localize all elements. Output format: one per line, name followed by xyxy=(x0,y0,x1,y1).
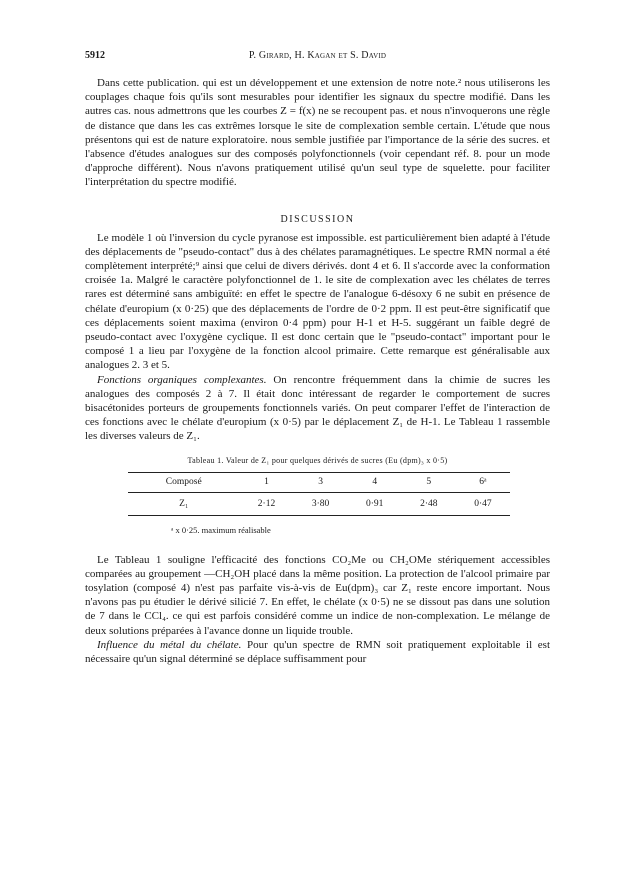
table-cell: 2·48 xyxy=(402,492,456,515)
running-authors: P. Girard, H. Kagan et S. David xyxy=(248,50,387,61)
subsection-title-fonctions: Fonctions organiques complexantes. xyxy=(97,373,267,386)
table-cell: 0·91 xyxy=(348,492,402,515)
results-paragraph-1: Le Tableau 1 souligne l'efficacité des fonctions CO₂Me ou CH₂OMe stériquement accessibles comparées au groupement —CH₂OH placé dans la même position. La protection de l'alcool primaire par tosylation (composé 4) n'est pas parfaite vis-à-vis de Eu(dpm)₃ car Z₁ reste encore important. Nous n'avons pas pu étudier le dérivé silicié 7. En effet, le chélate (x 0·5) ne se dissout pas dans une solution de 7 dans le CCl₄. ce qui est parfois considéré comme un indice de non-complexation. Le mélange de deux solutions préparées à l'avance donne un liquide trouble. xyxy=(85,553,550,637)
results-paragraph-2 xyxy=(85,638,550,666)
table-cell: 3·80 xyxy=(294,492,348,515)
table-row xyxy=(128,492,510,515)
page-number: 5912 xyxy=(85,50,105,61)
discussion-paragraph-2-text: On rencontre fréquemment dans la chimie de sucres les analogues des composés 2 à 7. Il était donc intéressant de regarder le comportement de sucres bisacétonides porteurs de groupements fonctionnels variés. On peut comparer l'effet de l'interaction de ces fonctions avec le chélate d'europium (x 0·5) par le déplacement Z₁ de H-1. Le Tableau 1 rassemble les diverses valeurs de Z₁. xyxy=(85,373,551,443)
intro-paragraph: Dans cette publication. qui est un développement et une extension de notre note.² nous utiliserons les couplages chaque fois qu'ils sont mesurables pour identifier les signaux du spectre modifié. Dans les autres cas. nous admettrons que les courbes Z = f(x) ne se recoupent pas. et nous n'invoquerons une règle de distance que dans les cas extrêmes lorsque le site de complexation semble certain. L'étude que nous présentons qui est de nature exploratoire. nous semble justifiée par l'importance de la série des sucres. et l'absence d'études analogues sur des composés polyfonctionnels (voir cependant réf. 8. pour un mode d'approche différent). Nous n'avons pratiquement utilisé qu'un seul type de squelette. pour faciliter l'interprétation du spectre modifié. xyxy=(85,77,550,189)
discussion-paragraph-1: Le modèle 1 où l'inversion du cycle pyranose est impossible. est particulièrement bien adapté à l'étude des déplacements de "pseudo-contact" dus à des chélates paramagnétiques. Le spectre RMN normal a été complètement interprété;⁹ ainsi que celui de divers dérivés. dont 4 et 6. Il s'accorde avec la conformation croisée 1a. Malgré le caractère polyfonctionnel de 1. le site de complexation avec les chélates de terres rares est déterminé sans ambiguïté: en effet le spectre de l'analogue 6-désoxy 6 ne subit en présence de chélate d'europium (x 0·25) que des déplacements de l'ordre de 0·2 ppm. Il est peut-être significatif que ces déplacements soient maxima (environ 0·4 ppm) pour H-1 et H-5. suggérant un faible degré de pseudo-contact avec l'oxygène cyclique. Il est donc certain que le "pseudo-contact" important pour le composé 1 a lieu par l'oxygène de la fonction alcool primaire. Cette remarque est généralisable aux analogues 2. 3 et 5. xyxy=(85,231,550,372)
table-column-header: 3 xyxy=(294,472,348,492)
table-header-row xyxy=(128,472,510,492)
running-header xyxy=(85,50,550,66)
discussion-paragraph-2 xyxy=(85,373,550,444)
table-footnote: ᵃ x 0·25. maximum réalisable xyxy=(171,524,271,535)
table-z1-values xyxy=(128,472,510,516)
table-cell: 2·12 xyxy=(239,492,293,515)
table-column-header: 6ᵃ xyxy=(456,472,510,492)
subsection-title-influence: Influence du métal du chélate. xyxy=(97,638,242,651)
section-heading-discussion: DISCUSSION xyxy=(280,213,355,225)
table-column-header: 1 xyxy=(239,472,293,492)
page xyxy=(85,50,550,666)
table-column-header: 4 xyxy=(348,472,402,492)
table-cell: 0·47 xyxy=(456,492,510,515)
table-row-label: Z₁ xyxy=(128,492,239,515)
table-caption: Tableau 1. Valeur de Z₁ pour quelques dérivés de sucres (Eu (dpm)₃ x 0·5) xyxy=(187,455,448,465)
results-paragraph-2-text: Pour qu'un spectre de RMN soit pratiquement exploitable il est nécessaire qu'un signal déterminé se déplace suffisamment pour xyxy=(85,638,550,666)
table-column-header: 5 xyxy=(402,472,456,492)
table-row-label: Composé xyxy=(128,472,239,492)
